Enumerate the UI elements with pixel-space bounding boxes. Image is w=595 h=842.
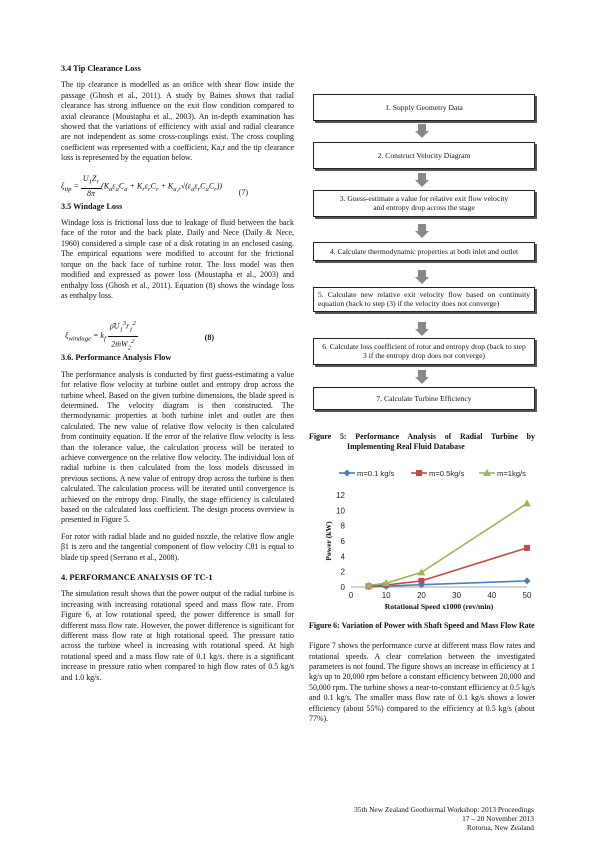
x-axis-label: Rotational Speed x1000 (rev/min) [384, 601, 494, 611]
figure-7-paragraph: Figure 7 shows the performance curve at different mass flow rates and rotational speeds. A clear correlation between the investigated parameters is not found. The figure shows an increase in efficiency at 1 kg/s up to 20,000 rpm before a constant efficiency between 20,000 and 50,000 rpm. The turbine shows a near-to-constant efficiency at 0.5 kg/s and 0.1 kg/s. The smaller mass flow rate of 0.1 kg/s shows a lower efficiency (about 55%) compared to the efficiency at 0.5 kg/s (about 77%). [309, 641, 535, 724]
flowchart-arrow [415, 173, 429, 187]
equation-8-number: (8) [204, 333, 214, 343]
legend-label-2: m=1kg/s [497, 468, 526, 478]
legend-label-1: m=0.5kg/s [429, 468, 465, 478]
section-4-title: 4. PERFORMANCE ANALYSIS OF TC-1 [61, 573, 213, 583]
x-tick-label: 10 [381, 590, 391, 600]
section-4-paragraph: The simulation result shows that the power output of the radial turbine is increasing with increasing rotational speed and mass flow rate. From Figure 6, at low rotational speed, the power difference is small for different mass flow rate. However, the power difference is significant for different mass flow rate at high rotational speed. The pressure ratio across the turbine wheel is increasing with rotational speed. At high rotational speed and a mass flow rate of 0.1 kg/s. there is a significant increase in pressure ratio when compared to high flow rates of 0.5 kg/s and 1.0 kg/s. [61, 589, 294, 682]
x-tick-label: 50 [522, 590, 532, 600]
power-chart-svg [309, 463, 535, 613]
flowchart-arrow [415, 224, 429, 238]
y-tick-label: 6 [340, 536, 345, 546]
section-3-6-paragraph-1: The performance analysis is conducted by first guess-estimating a value for relative flow velocity at turbine outlet and entropy drop across the turbine wheel. Based on the given turbine dimensions, the blade speed is determined. The velocity diagram is then constructed. The thermodynamic properties at both turbine inlet and outlet are then calculated. The new value of relative flow velocity is then calculated from continuity equation. If the error of the relative flow velocity is less than the tolerance value, the calculation process will be iterated to achieve convergence on the relative flow velocity. The individual loss of radial turbine is then calculated from the loss models discussed in previous sections. A new value of entropy drop across the turbine is then calculated. The calculation process will be iterated until convergence is achieved on the entropy drop. Finally, the stage efficiency is calculated based on the calculated loss coefficient. The design process overview is presented in Figure 5. [61, 369, 294, 525]
equation-7-number: (7) [238, 187, 248, 197]
x-tick-label: 0 [348, 590, 354, 600]
equation-8: $\xi_{windage} = k_f$ $\frac{\rhōU_1^3r_1^2}{2ṁW_2^2}$ (8) [65, 320, 214, 352]
footer-line-2: 17 – 20 November 2013 [462, 814, 534, 823]
y-tick-label: 10 [336, 506, 345, 516]
y-tick-label: 4 [340, 552, 345, 562]
flowchart-step-3: 3. Guess-estimate a value for relative exit flow velocity and entropy drop across the stage [313, 190, 535, 217]
right-column [309, 64, 535, 730]
section-3-4-title: 3.4 Tip Clearance Loss [61, 64, 141, 73]
flowchart-step-4: 4. Calculate thermodynamic properties at both inlet and outlet [313, 242, 535, 261]
flowchart-step-5: 5. Calculate new relative exit velocity flow based on continuity equation (back to step (3) if the velocity does not converge) [313, 287, 535, 312]
legend-label-0: m=0.1 kg/s [357, 468, 395, 478]
flowchart-arrow [415, 322, 429, 336]
y-tick-label: 2 [340, 567, 345, 577]
flowchart-step-1: 1. Supply Geometry Data [313, 94, 535, 121]
flowchart [309, 70, 535, 360]
flowchart-arrow [415, 370, 429, 384]
flowchart-step-7: 7. Calculate Turbine Efficiency [313, 387, 535, 410]
section-3-6-paragraph-2: For rotor with radial blade and no guided nozzle, the relative flow angle β1 is zero and the tangential component of flow velocity Cθ1 is equal to blade tip speed (Serrano et al., 2008). [61, 531, 294, 562]
section-3-5-title: 3.5 Windage Loss [61, 201, 123, 211]
figure-5-caption: Figure 5: Performance Analysis of Radial Turbine by Implementing Real Fluid Database [309, 432, 535, 452]
legend-marker-1 [416, 470, 422, 476]
footer-line-3: Rotorua, New Zealand [466, 823, 534, 832]
series-2-point-3 [523, 499, 531, 506]
series-2-point-2 [417, 568, 425, 575]
series-1-point-3 [524, 545, 530, 551]
y-tick-label: 12 [336, 490, 345, 500]
figure-6-caption: Figure 6: Variation of Power with Shaft Speed and Mass Flow Rate [309, 620, 535, 630]
x-tick-label: 30 [452, 590, 462, 600]
y-tick-label: 0 [340, 582, 345, 592]
flowchart-step-6: 6. Calculate loss coefficient of rotor and entropy drop (back to step 3 if the entropy drop does not converge) [313, 338, 535, 365]
power-chart [309, 463, 535, 613]
legend-marker-0 [344, 469, 351, 476]
y-axis-label: Power (kW) [324, 521, 333, 561]
y-tick-label: 8 [340, 521, 345, 531]
x-tick-label: 20 [416, 590, 426, 600]
page-footer [354, 805, 534, 832]
equation-7: $\xi_{tip}$ = $\frac{U_1Z_r}{8\pi}$ $(K_a\varepsilon_aC_a + K_r\varepsilon_rC_r + K_{a,r}√(\varepsilon_a\varepsilon_rC_aC_r))$ (7) [61, 173, 248, 198]
footer-line-1: 35th New Zealand Geothermal Workshop: 2013 Proceedings [354, 805, 534, 814]
series-1-point-2 [418, 578, 424, 584]
flowchart-arrow [415, 270, 429, 284]
x-tick-label: 40 [487, 590, 497, 600]
flowchart-step-2: 2. Construct Velocity Diagram [313, 142, 535, 169]
section-3-6-title: 3.6. Performance Analysis Flow [61, 353, 172, 363]
left-column [61, 64, 294, 689]
series-0-point-3 [524, 577, 531, 584]
flowchart-arrow [415, 124, 429, 138]
section-3-5-paragraph: Windage loss is frictional loss due to leakage of fluid between the back face of the rotor and the back plate. Daily and Nece (Daily & Nece, 1960) considered a simple case of a disk rotating in an enclosed casing. The empirical equations were modified to account for the frictional torque on the back face of turbine rotor. The loss model was then modified and expressed as power loss (Moustapha et al., 2003) and enthalpy loss (Ghosh et al., 2011). Equation (8) shows the windage loss as enthalpy loss. [61, 218, 294, 300]
section-3-4-paragraph: The tip clearance is modelled as an orifice with shear flow inside the passage (Ghosh et al., 2011). A study by Baines shows that radial clearance has strong influence on the exit flow condition compared to axial clearance (Moustapha et al., 2003). An in-depth examination has showed that the variations of efficiency with axial and radial clearance are not independent as some cross-couplings exist. The cross coupling coefficient was represented with a coefficient, Ka,r and the tip clearance loss is represented by the equation below. [61, 80, 294, 163]
